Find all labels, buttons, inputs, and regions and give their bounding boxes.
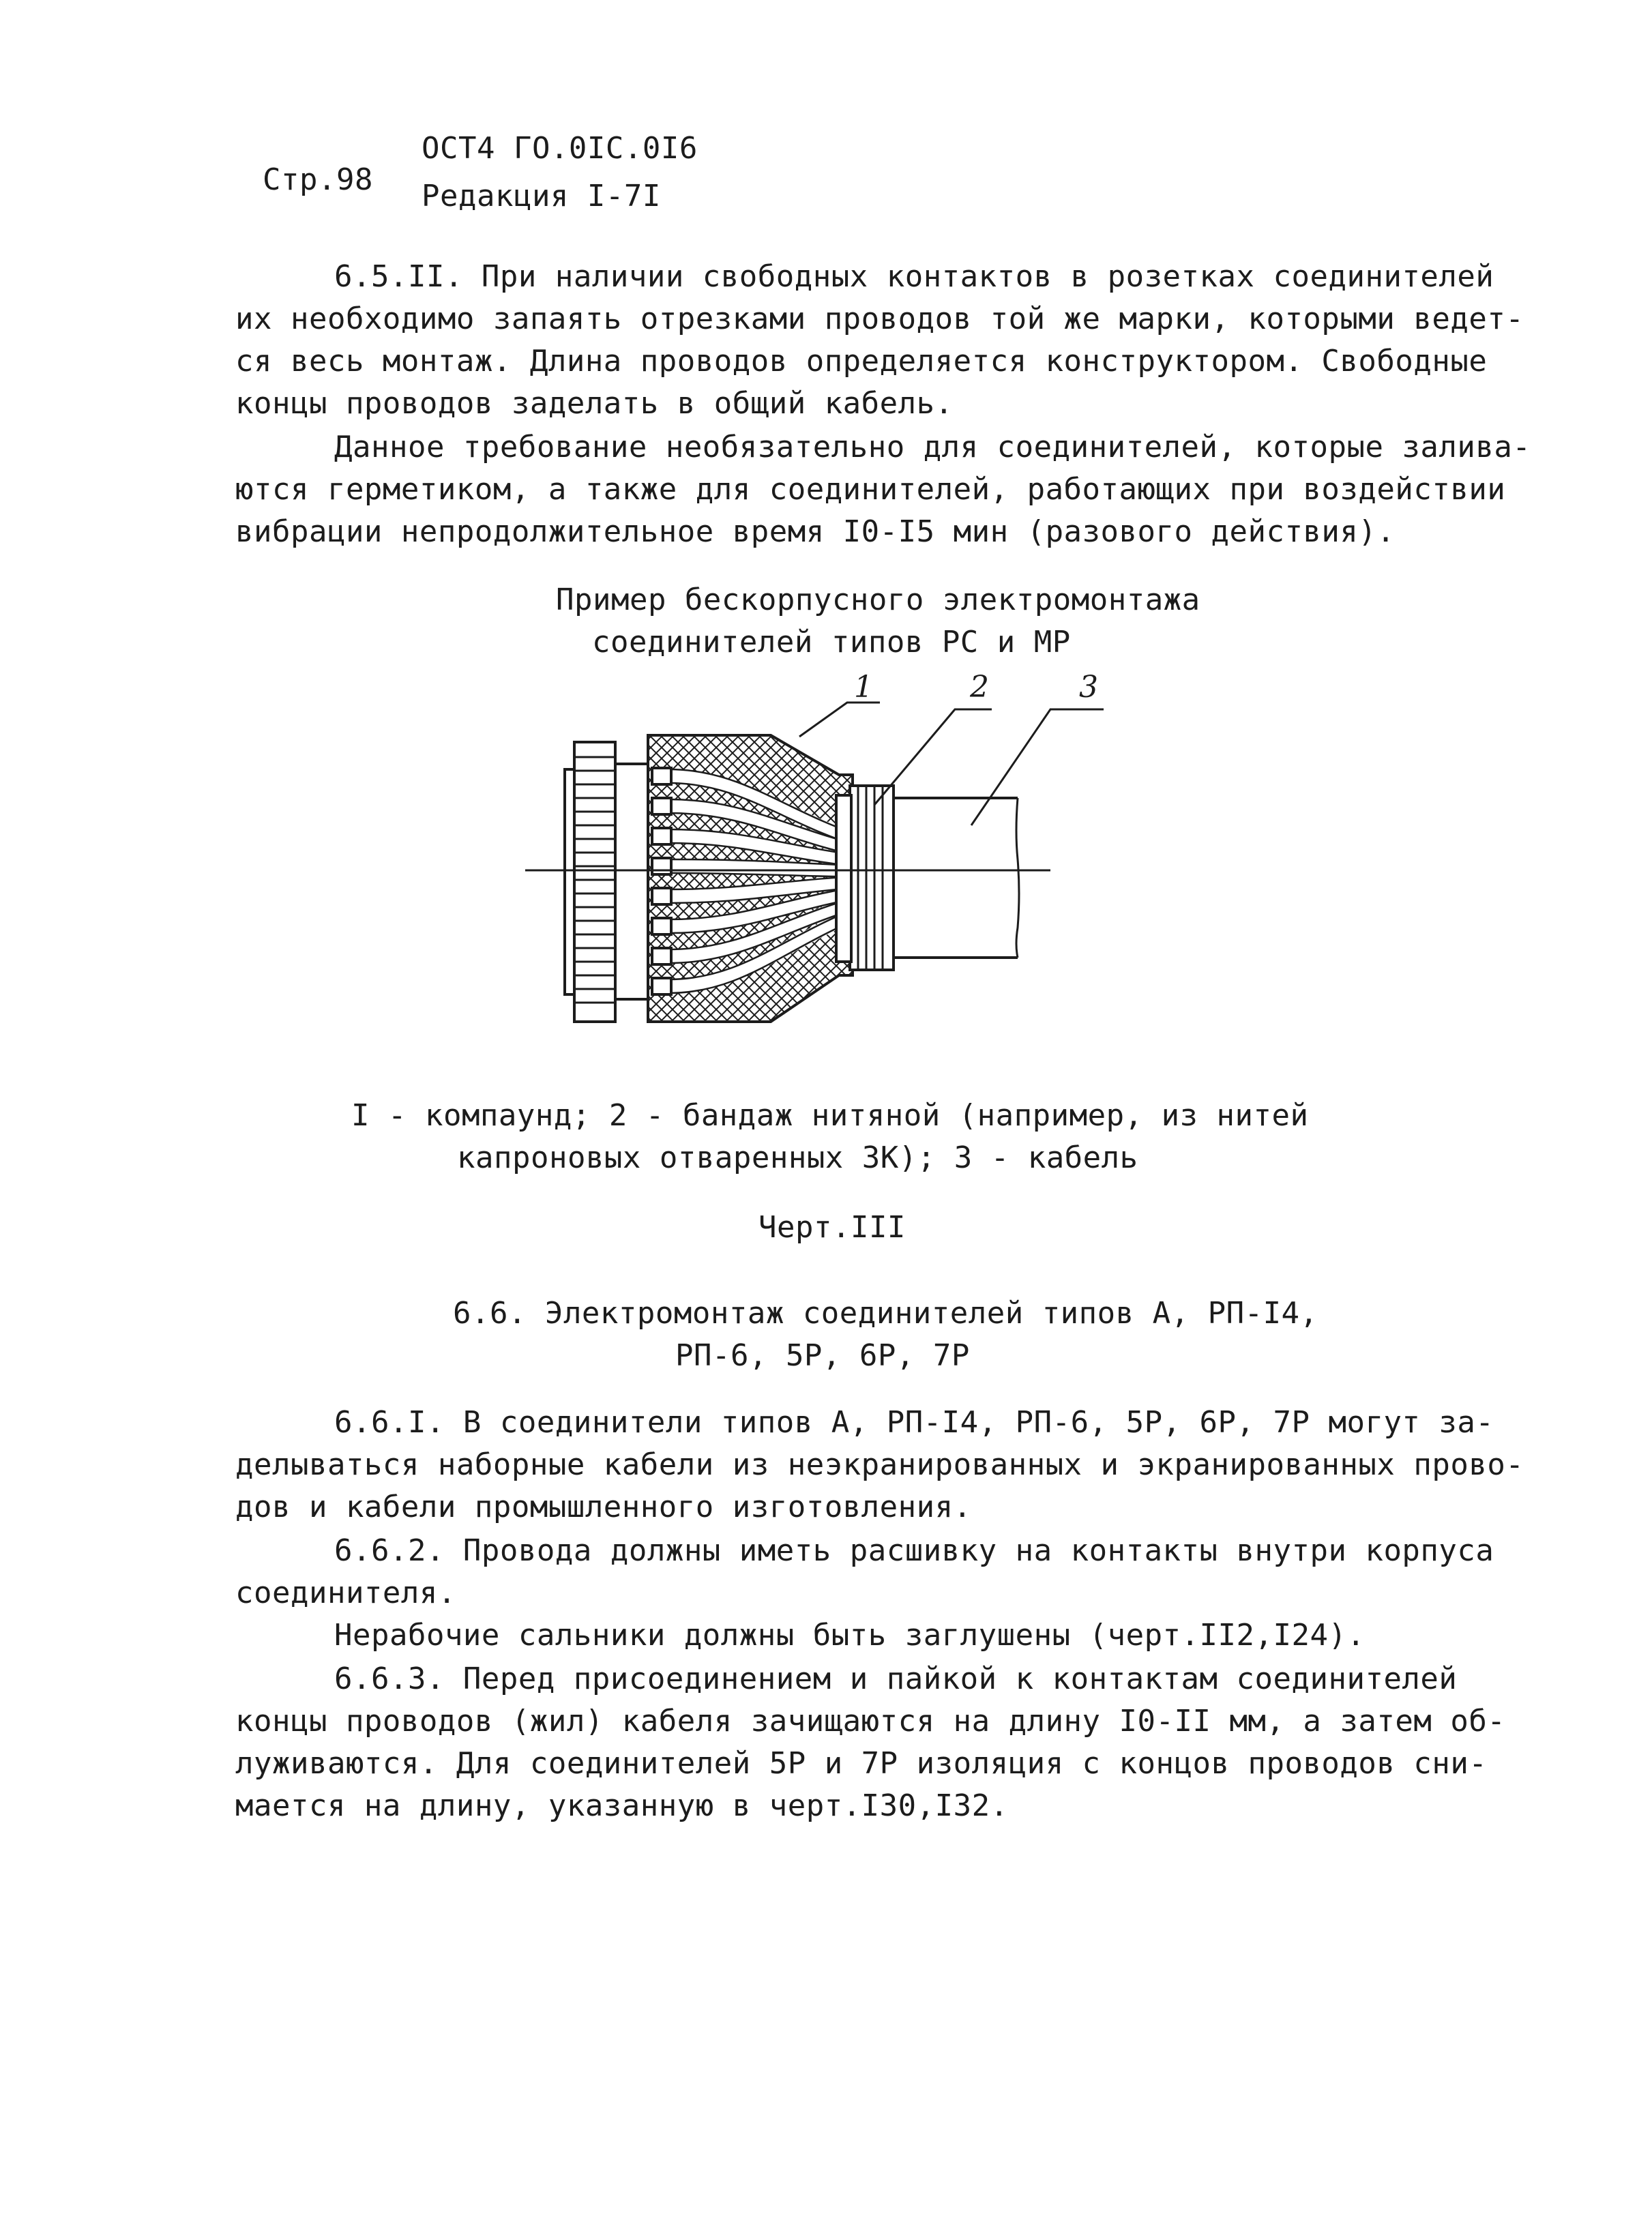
standard-code: ОСТ4 ГО.0IС.0I6: [422, 131, 698, 166]
text-line: ются герметиком, а также для соединителей, работающих при воздействии: [235, 472, 1506, 507]
figure-title: Пример бескорпусного электромонтажа: [556, 582, 1200, 617]
figure-caption: Черт.III: [758, 1210, 906, 1245]
figure-subtitle: соединителей типов РС и МР: [592, 625, 1071, 660]
text-line: концы проводов заделать в общий кабель.: [235, 386, 954, 421]
text-line: их необходимо запаять отрезками проводов той же марки, которыми ведет-: [235, 301, 1524, 336]
text-line: ся весь монтаж. Длина проводов определяется конструктором. Свободные: [235, 344, 1488, 379]
knurled-ring: [565, 742, 615, 1022]
paragraph-glands: Нерабочие сальники должны быть заглушены (черт.II2,I24).: [334, 1618, 1366, 1653]
connector-diagram: [362, 655, 1207, 1078]
callout-3: 3: [1079, 670, 1098, 705]
text-line: 6.6.I. В соединители типов А, РП-I4, РП-6, 5Р, 6Р, 7Р могут за-: [334, 1405, 1494, 1440]
text-line: луживаются. Для соединителей 5Р и 7Р изоляция с концов проводов сни-: [235, 1746, 1488, 1781]
bandage-winding: [836, 786, 894, 970]
section-heading: 6.6. Электромонтаж соединителей типов А, РП-I4,: [453, 1296, 1318, 1331]
callout-1: 1: [854, 670, 873, 705]
edition-label: Редакция I-7I: [422, 179, 661, 213]
text-line: дов и кабели промышленного изготовления.: [235, 1490, 972, 1524]
text-line: 6.5.II. При наличии свободных контактов в розетках соединителей: [334, 259, 1494, 294]
figure-legend-line-1: I - компаунд; 2 - бандаж нитяной (например, из нитей: [351, 1098, 1309, 1133]
text-line: соединителя.: [235, 1576, 456, 1610]
text-line: Данное требование необязательно для соединителей, которые залива-: [334, 430, 1531, 464]
page-number-label: Стр.98: [263, 162, 373, 197]
callout-2: 2: [970, 670, 989, 705]
figure-legend-line-2: капроновых отваренных ЗК); 3 - кабель: [457, 1140, 1138, 1175]
cable: [894, 798, 1019, 958]
text-line: 6.6.2. Провода должны иметь расшивку на контакты внутри корпуса: [334, 1533, 1494, 1568]
text-line: концы проводов (жил) кабеля зачищаются на длину I0-II мм, а затем об-: [235, 1704, 1506, 1739]
section-heading-cont: РП-6, 5Р, 6Р, 7Р: [675, 1338, 970, 1373]
text-line: мается на длину, указанную в черт.I30,I32.: [235, 1788, 1009, 1823]
text-line: вибрации непродолжительное время I0-I5 мин (разового действия).: [235, 514, 1396, 549]
text-line: 6.6.3. Перед присоединением и пайкой к контактам соединителей: [334, 1661, 1458, 1696]
text-line: делываться наборные кабели из неэкранированных и экранированных прово-: [235, 1447, 1524, 1482]
connector-body: [615, 764, 648, 999]
